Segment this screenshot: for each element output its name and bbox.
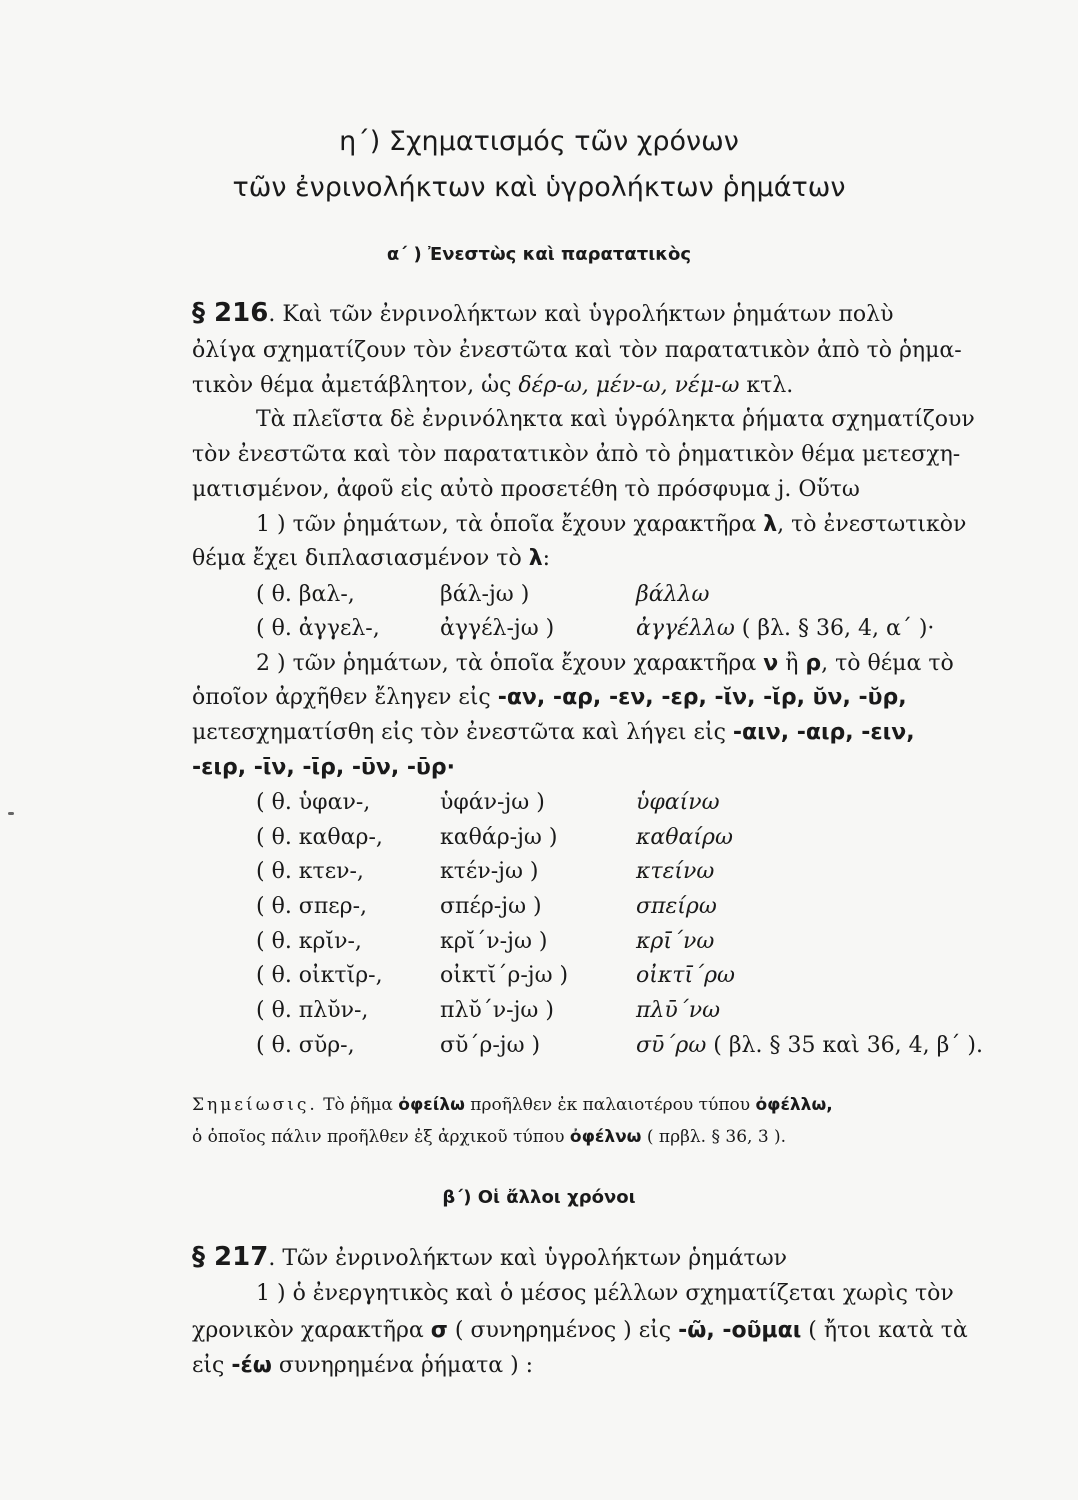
- paragraph-216-line1: § 216. Καὶ τῶν ἐνρινολήκτων καὶ ὑγρολήκτων ῥημάτων πολὺ: [192, 298, 894, 328]
- paragraph-217-line3: χρονικὸν χαρακτῆρα σ ( συνηρημένος ) εἰς -ῶ, -οῦμαι ( ἤτοι κατὰ τὰ: [192, 1318, 968, 1343]
- table-2-row-result: οἰκτῑ΄ρω: [636, 963, 735, 988]
- paragraph-216b-line1: 2 ) τῶν ῥημάτων, τὰ ὁποῖα ἔχουν χαρακτῆρα ν ἢ ρ, τὸ θέμα τὸ: [256, 651, 954, 676]
- paragraph-216-line2: ὀλίγα σχηματίζουν τὸν ἐνεστῶτα καὶ τὸν παρατατικὸν ἀπὸ τὸ ῥημα-: [192, 338, 962, 363]
- section-heading-a: α΄ ) Ἐνεστὼς καὶ παρατατικὸς: [386, 244, 692, 265]
- chapter-title-line2: τῶν ἐνρινολήκτων καὶ ὑγρολήκτων ῥημάτων: [232, 172, 846, 203]
- section-number-217: § 217: [192, 1242, 269, 1272]
- table-2-row-stem: ( θ. καθαρ-,: [256, 825, 383, 850]
- table-2-row-result: σπείρω: [636, 894, 717, 919]
- paragraph-216-line8: θέμα ἔχει διπλασιασμένον τὸ λ:: [192, 546, 551, 571]
- table-1-row2-result: ἀγγέλλω ( βλ. § 36, 4, α΄ )·: [636, 616, 935, 641]
- table-2-row-stem: ( θ. σῠρ-,: [256, 1033, 355, 1058]
- table-1-row2-stem: ( θ. ἀγγελ-,: [256, 616, 380, 641]
- table-1-row2-form: ἀγγέλ-jω ): [440, 616, 555, 641]
- chapter-title-line1: η΄) Σχηματισμός τῶν χρόνων: [339, 126, 739, 157]
- table-2-row-result: καθαίρω: [636, 825, 733, 850]
- paragraph-217-line2: 1 ) ὁ ἐνεργητικὸς καὶ ὁ μέσος μέλλων σχηματίζεται χωρὶς τὸν: [256, 1281, 954, 1306]
- table-2-row-form: ὑφάν-jω ): [440, 790, 545, 815]
- section-number-216: § 216: [192, 298, 269, 328]
- table-2-row-stem: ( θ. σπερ-,: [256, 894, 368, 919]
- table-2-row-result: κτείνω: [636, 859, 715, 884]
- paragraph-216b-line2: ὁποῖον ἀρχῆθεν ἔληγεν εἰς -αν, -αρ, -εν, -ερ, -ῐν, -ῐρ, ῠν, -ῠρ,: [192, 685, 907, 710]
- table-1-row1-result: βάλλω: [636, 582, 710, 607]
- table-2-row-form: πλῠ΄ν-jω ): [440, 998, 554, 1023]
- table-2-row-form: σπέρ-jω ): [440, 894, 542, 919]
- note-label: Σημείωσις.: [192, 1095, 318, 1115]
- scan-speck: [8, 812, 14, 815]
- table-2-row-stem: ( θ. ὑφαν-,: [256, 790, 371, 815]
- table-2-row-form: οἰκτῐ΄ρ-jω ): [440, 963, 569, 988]
- table-2-row-result: σῡ΄ρω ( βλ. § 35 καὶ 36, 4, β΄ ).: [636, 1033, 983, 1058]
- paragraph-216-line3: τικὸν θέμα ἀμετάβλητον, ὡς δέρ-ω, μέν-ω, νέμ-ω κτλ.: [192, 373, 794, 398]
- paragraph-217-line4: εἰς -έω συνηρημένα ῥήματα ) :: [192, 1353, 534, 1378]
- paragraph-216-line5: τὸν ἐνεστῶτα καὶ τὸν παρατατικὸν ἀπὸ τὸ ῥηματικὸν θέμα μετεσχη-: [192, 442, 961, 467]
- table-2-row-stem: ( θ. κτεν-,: [256, 859, 364, 884]
- table-2-row-form: καθάρ-jω ): [440, 825, 558, 850]
- table-2-row-form: κρῐ΄ν-jω ): [440, 929, 548, 954]
- paragraph-217-line1: § 217. Τῶν ἐνρινολήκτων καὶ ὑγρολήκτων ῥημάτων: [192, 1242, 788, 1272]
- table-2-row-result: πλῡ΄νω: [636, 998, 721, 1023]
- paragraph-216b-line4: -ειρ, -ῑν, -ῑρ, -ῡν, -ῡρ·: [192, 755, 455, 780]
- paragraph-216-line6: ματισμένον, ἀφοῦ εἰς αὐτὸ προσετέθη τὸ πρόσφυμα j. Οὕτω: [192, 477, 860, 502]
- paragraph-216b-line3: μετεσχηματίσθη εἰς τὸν ἐνεστῶτα καὶ λήγει εἰς -αιν, -αιρ, -ειν,: [192, 720, 915, 745]
- table-2-row-stem: ( θ. πλῠν-,: [256, 998, 369, 1023]
- section-heading-b: β΄) Οἱ ἄλλοι χρόνοι: [442, 1187, 636, 1208]
- table-1-row1-form: βάλ-jω ): [440, 582, 530, 607]
- table-2-row-result: κρῑ΄νω: [636, 929, 715, 954]
- table-2-row-form: σῠ΄ρ-jω ): [440, 1033, 541, 1058]
- table-2-row-result: ὑφαίνω: [636, 790, 720, 815]
- table-1-row1-stem: ( θ. βαλ-,: [256, 582, 355, 607]
- table-2-row-stem: ( θ. οἰκτῐρ-,: [256, 963, 383, 988]
- paragraph-216-line4: Τὰ πλεῖστα δὲ ἐνρινόληκτα καὶ ὑγρόληκτα ῥήματα σχηματίζουν: [256, 407, 975, 432]
- table-2-row-form: κτέν-jω ): [440, 859, 539, 884]
- paragraph-216-line7: 1 ) τῶν ῥημάτων, τὰ ὁποῖα ἔχουν χαρακτῆρα λ, τὸ ἐνεστωτικὸν: [256, 512, 967, 537]
- table-2-row-stem: ( θ. κρῐν-,: [256, 929, 362, 954]
- note-line2: ὁ ὁποῖος πάλιν προῆλθεν ἐξ ἀρχικοῦ τύπου ὀφέλνω ( πρβλ. § 36, 3 ).: [192, 1127, 787, 1147]
- note-line1: Σημείωσις. Τὸ ῥῆμα ὀφείλω προῆλθεν ἐκ παλαιοτέρου τύπου ὀφέλλω,: [192, 1095, 833, 1115]
